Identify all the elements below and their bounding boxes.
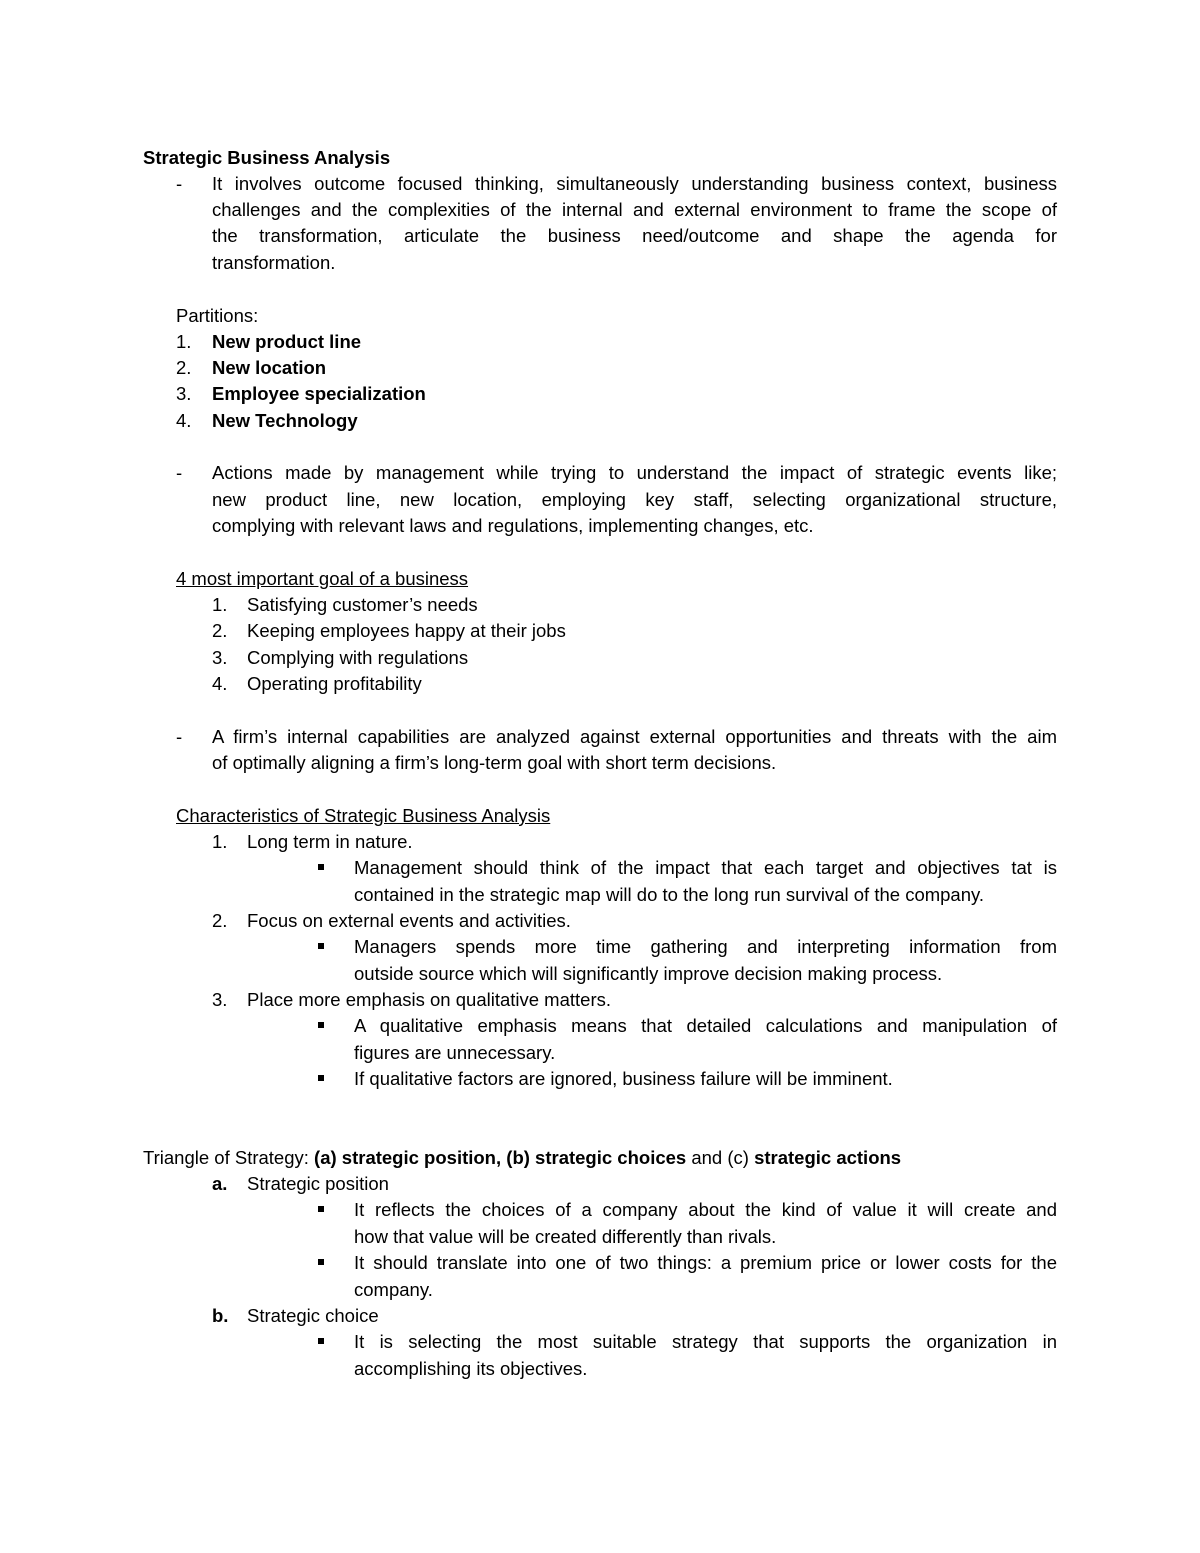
goal-number: 1. <box>212 594 228 615</box>
triangle-heading-part: strategic position <box>341 1147 496 1168</box>
characteristics-heading: Characteristics of Strategic Business Analysis <box>176 805 551 826</box>
characteristic-number: 2. <box>212 910 228 931</box>
characteristic-bullet-line: If qualitative factors are ignored, business failure will be imminent. <box>354 1068 893 1089</box>
firm-line: of optimally aligning a firm’s long-term goal with short term decisions. <box>212 752 777 773</box>
partition-item: New Technology <box>212 410 358 431</box>
square-bullet-icon <box>318 864 324 870</box>
triangle-heading-part: and (c) <box>686 1147 755 1168</box>
characteristic-number: 1. <box>212 831 228 852</box>
triangle-heading <box>143 1145 901 1171</box>
actions-line: new product line, new location, employing key staff, selecting organizational structure, <box>212 489 1057 510</box>
triangle-heading-part: (a) <box>314 1147 342 1168</box>
dash-bullet: - <box>176 726 183 747</box>
triangle-heading-part: , (b) <box>496 1147 536 1168</box>
document-title: Strategic Business Analysis <box>143 147 391 168</box>
triangle-item: Strategic position <box>247 1173 389 1194</box>
goal-number: 3. <box>212 647 228 668</box>
square-bullet-icon <box>318 1338 324 1344</box>
partition-number: 2. <box>176 357 192 378</box>
characteristic-bullet-line: Management should think of the impact that each target and objectives tat is <box>354 857 1057 878</box>
partition-item: New location <box>212 357 327 378</box>
goal-item: Keeping employees happy at their jobs <box>247 620 566 641</box>
intro-line: It involves outcome focused thinking, simultaneously understanding business context, business <box>212 173 1057 194</box>
intro-line: transformation. <box>212 252 336 273</box>
triangle-bullet-line: It should translate into one of two things: a premium price or lower costs for the <box>354 1252 1057 1273</box>
characteristic-item: Focus on external events and activities. <box>247 910 571 931</box>
triangle-letter: b. <box>212 1305 229 1326</box>
goal-number: 4. <box>212 673 228 694</box>
square-bullet-icon <box>318 1259 324 1265</box>
square-bullet-icon <box>318 1022 324 1028</box>
characteristic-number: 3. <box>212 989 228 1010</box>
characteristic-bullet-line: figures are unnecessary. <box>354 1042 556 1063</box>
goal-item: Operating profitability <box>247 673 422 694</box>
dash-bullet: - <box>176 173 183 194</box>
square-bullet-icon <box>318 1075 324 1081</box>
actions-line: complying with relevant laws and regulations, implementing changes, etc. <box>212 515 814 536</box>
characteristic-bullet-line: contained in the strategic map will do to the long run survival of the company. <box>354 884 985 905</box>
intro-line: challenges and the complexities of the internal and external environment to frame the scope of <box>212 199 1057 220</box>
triangle-bullet-line: It reflects the choices of a company about the kind of value it will create and <box>354 1199 1057 1220</box>
characteristic-bullet-line: Managers spends more time gathering and interpreting information from <box>354 936 1057 957</box>
goal-item: Complying with regulations <box>247 647 469 668</box>
characteristic-bullet-line: outside source which will significantly improve decision making process. <box>354 963 943 984</box>
square-bullet-icon <box>318 943 324 949</box>
square-bullet-icon <box>318 1206 324 1212</box>
partition-item: Employee specialization <box>212 383 426 404</box>
partition-number: 3. <box>176 383 192 404</box>
characteristic-item: Place more emphasis on qualitative matters. <box>247 989 612 1010</box>
triangle-bullet-line: accomplishing its objectives. <box>354 1358 588 1379</box>
triangle-item: Strategic choice <box>247 1305 379 1326</box>
goal-number: 2. <box>212 620 228 641</box>
intro-line: the transformation, articulate the business need/outcome and shape the agenda for <box>212 225 1057 246</box>
triangle-bullet-line: It is selecting the most suitable strategy that supports the organization in <box>354 1331 1057 1352</box>
goal-item: Satisfying customer’s needs <box>247 594 478 615</box>
characteristic-item: Long term in nature. <box>247 831 413 852</box>
triangle-heading-part: strategic choices <box>535 1147 687 1168</box>
partition-number: 1. <box>176 331 192 352</box>
triangle-letter: a. <box>212 1173 228 1194</box>
triangle-bullet-line: company. <box>354 1279 433 1300</box>
dash-bullet: - <box>176 462 183 483</box>
triangle-bullet-line: how that value will be created differently than rivals. <box>354 1226 777 1247</box>
triangle-heading-part: Triangle of Strategy: <box>143 1147 315 1168</box>
goals-heading: 4 most important goal of a business <box>176 568 469 589</box>
characteristic-bullet-line: A qualitative emphasis means that detailed calculations and manipulation of <box>354 1015 1057 1036</box>
firm-line: A firm’s internal capabilities are analyzed against external opportunities and threats with the aim <box>212 726 1057 747</box>
triangle-heading-part: strategic actions <box>754 1147 902 1168</box>
partition-number: 4. <box>176 410 192 431</box>
partitions-label: Partitions: <box>176 305 259 326</box>
partition-item: New product line <box>212 331 362 352</box>
actions-line: Actions made by management while trying to understand the impact of strategic events like; <box>212 462 1057 483</box>
